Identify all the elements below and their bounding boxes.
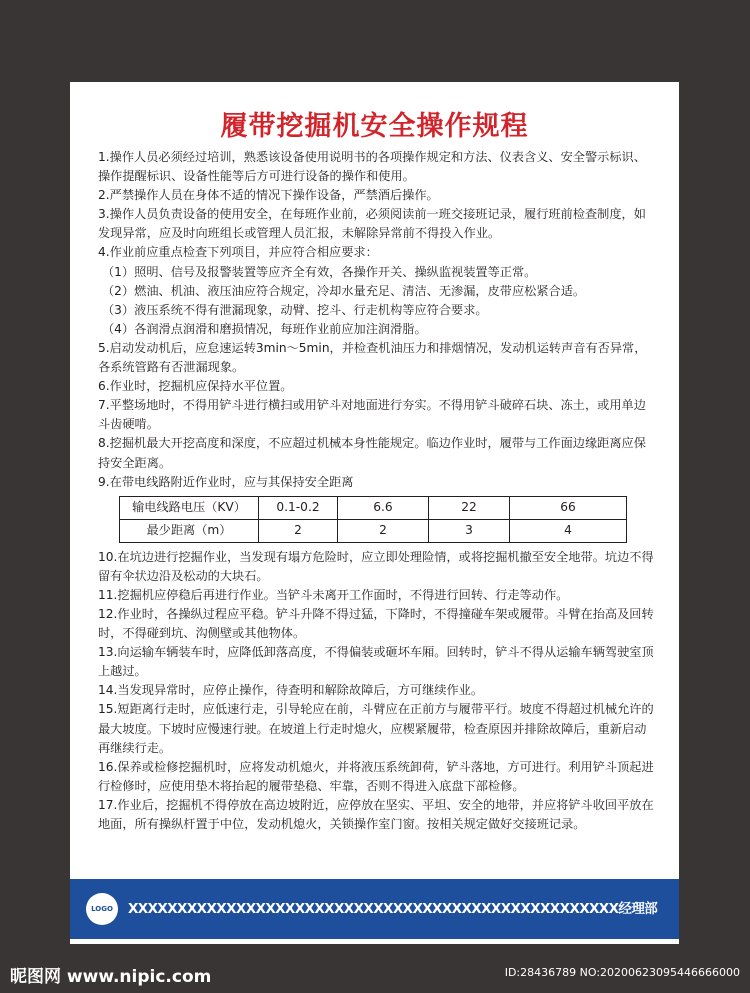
rule-8: 8.挖掘机最大开挖高度和深度，不应超过机械本身性能规定。临边作业时，履带与工作面边缘距离应保持安全距离。 — [98, 436, 646, 470]
rule-4-item-2: （2）燃油、机油、液压油应符合规定，冷却水量充足、清洁、无渗漏，皮带应松紧合适。 — [102, 283, 586, 298]
poster-sheet — [70, 82, 679, 944]
watermark-id: ID:28436789 NO:20200623095446666000 — [504, 966, 740, 979]
rule-1: 1.操作人员必须经过培训，熟悉该设备使用说明书的各项操作规定和方法、仪表含义、安全警示标识、操作提醒标识、设备性能等后方可进行设备的操作和使用。 — [98, 150, 646, 184]
table-cell: 66 — [510, 496, 627, 519]
table-header-voltage: 输电线路电压（KV） — [120, 496, 259, 519]
rule-6: 6.作业时，挖掘机应保持水平位置。 — [98, 379, 293, 394]
table-cell: 0.1-0.2 — [259, 496, 338, 519]
rule-5: 5.启动发动机后，应怠速运转3min～5min，并检查机油压力和排烟情况，发动机运转声音有否异常，各系统管路有否泄漏现象。 — [98, 340, 647, 375]
rule-14: 14.当发现异常时，应停止操作，待查明和解除故障后，方可继续作业。 — [98, 683, 484, 698]
logo-badge: LOGO — [86, 893, 118, 925]
rule-15: 15.短距离行走时，应低速行走，引导轮应在前，斗臂应在正前方与履带平行。坡度不得超过机械允许的最大坡度。下坡时应慢速行驶。在坡道上行走时熄火，应楔紧履带，检查原因并排除故障后，重新启动再继续行走。 — [98, 702, 654, 755]
table-row — [120, 519, 627, 542]
table-cell: 2 — [259, 519, 338, 542]
rule-16: 16.保养或检修挖掘机时，应将发动机熄火，并将液压系统卸荷，铲斗落地，方可进行。利用铲斗顶起进行检修时，应使用垫木将抬起的履带垫稳、牢靠，否则不得进入底盘下部检修。 — [98, 759, 654, 793]
table-cell: 22 — [429, 496, 510, 519]
footer-banner — [70, 879, 679, 939]
rule-7: 7.平整场地时，不得用铲斗进行横扫或用铲斗对地面进行夯实。不得用铲斗破碎石块、冻土，或用单边斗齿硬啃。 — [98, 398, 646, 432]
rules-body — [98, 148, 656, 834]
rule-4-item-1: （1）照明、信号及报警装置等应齐全有效，各操作开关、操纵监视装置等正常。 — [102, 264, 537, 279]
table-header-distance: 最少距离（m） — [120, 519, 259, 542]
rule-10: 10.在坑边进行挖掘作业，当发现有塌方危险时，应立即处理险情，或将挖掘机撤至安全地带。坑边不得留有伞状边沿及松动的大块石。 — [98, 549, 654, 583]
table-row — [120, 496, 627, 519]
rule-17: 17.作业后，挖掘机不得停放在高边坡附近，应停放在坚实、平坦、安全的地带，并应将铲斗收回平放在地面，所有操纵杆置于中位，发动机熄火，关锁操作室门窗。按相关规定做好交接班记录。 — [98, 797, 654, 831]
distance-table — [119, 496, 627, 543]
rule-13: 13.向运输车辆装车时，应降低卸落高度，不得偏装或砸坏车厢。回转时，铲斗不得从运输车辆驾驶室顶上越过。 — [98, 645, 654, 679]
watermark-site: 昵图网 www.nipic.com — [10, 967, 212, 987]
rule-12: 12.作业时，各操纵过程应平稳。铲斗升降不得过猛，下降时，不得撞碰车架或履带。斗臂在抬高及回转时，不得碰到坑、沟侧壁或其他物体。 — [98, 606, 654, 641]
rule-11: 11.挖掘机应停稳后再进行作业。当铲斗未离开工作面时，不得进行回转、行走等动作。 — [98, 587, 569, 602]
table-cell: 6.6 — [338, 496, 429, 519]
rule-4-item-3: （3）液压系统不得有泄漏现象，动臂、挖斗、行走机构等应符合要求。 — [102, 302, 488, 317]
rule-9: 9.在带电线路附近作业时，应与其保持安全距离 — [98, 474, 354, 489]
rule-4: 4.作业前应重点检查下列项目，并应符合相应要求： — [98, 245, 378, 260]
rule-4-item-4: （4）各润滑点润滑和磨损情况，每班作业前应加注润滑脂。 — [102, 321, 427, 336]
rule-3: 3.操作人员负责设备的使用安全，在每班作业前，必须阅读前一班交接班记录，履行班前检查制度，如发现异常，应及时向班组长或管理人员汇报，未解除异常前不得投入作业。 — [98, 207, 646, 241]
table-cell: 3 — [429, 519, 510, 542]
page-title: 履带挖掘机安全操作规程 — [220, 111, 529, 142]
table-cell: 2 — [338, 519, 429, 542]
footer-department: XXXXXXXXXXXXXXXXXXXXXXXXXXXXXXXXXXXXXXXXXXXXXXXXXX经理部 — [128, 901, 658, 917]
rule-2: 2.严禁操作人员在身体不适的情况下操作设备，严禁酒后操作。 — [98, 188, 439, 203]
table-cell: 4 — [510, 519, 627, 542]
